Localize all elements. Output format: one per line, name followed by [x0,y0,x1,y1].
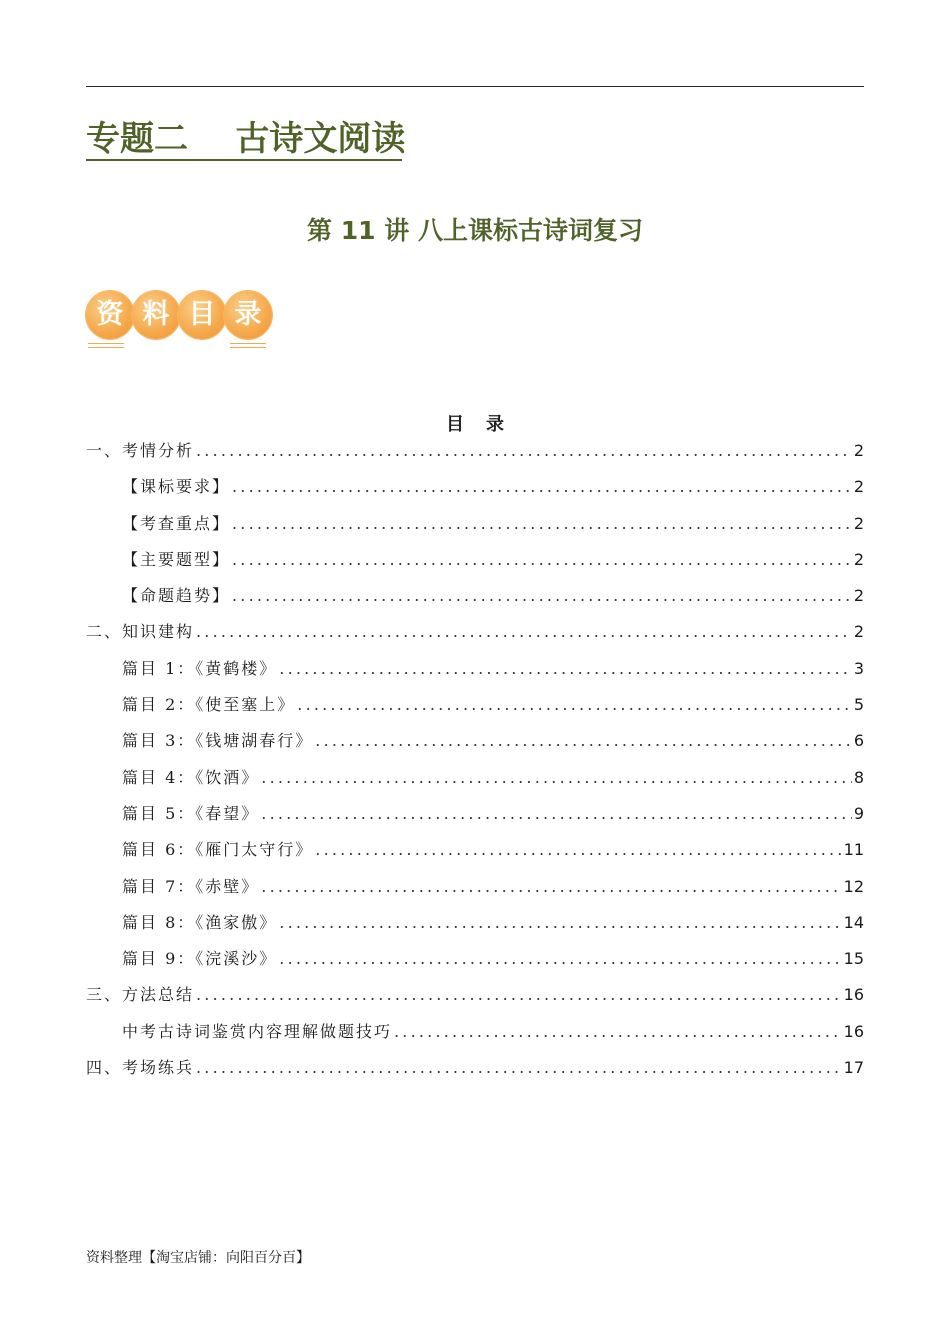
toc-entry[interactable] [86,945,864,981]
toc-entry-title: 中考古诗词鉴赏内容理解做题技巧 [122,1021,393,1041]
top-rule [86,86,864,87]
toc-entry-title: 篇目 9：《浣溪沙》 [122,949,278,969]
toc-entry[interactable] [86,582,864,618]
toc-entry-page: 2 [853,477,864,497]
toc-entry-title: 篇目 5：《春望》 [122,803,260,823]
toc-entry-title: 【课标要求】 [122,477,231,497]
toc-entry-title: 篇目 1：《黄鹤楼》 [122,658,278,678]
badge-char: 录 [224,291,272,339]
toc-entry[interactable] [86,800,864,836]
toc-dot-leader [232,510,852,538]
materials-contents-badge [86,291,276,353]
toc-entry-title: 二、知识建构 [86,622,195,642]
toc-entry[interactable] [86,981,864,1017]
toc-entry[interactable] [86,1018,864,1054]
toc-entry-title: 【命题趋势】 [122,586,231,606]
toc-entry[interactable] [86,909,864,945]
toc-dot-leader [261,800,852,828]
badge-decor-line [88,347,124,348]
toc-entry-page: 12 [843,876,864,896]
toc-entry[interactable] [86,873,864,909]
toc-entry-title: 篇目 6：《雁门太守行》 [122,840,314,860]
toc-entry-title: 篇目 2：《使至塞上》 [122,695,296,715]
toc-dot-leader [261,873,841,901]
toc-entry-title: 一、考情分析 [86,441,195,460]
footer-note: 资料整理【淘宝店铺：向阳百分百】 [86,1250,310,1266]
toc-dot-leader [232,582,852,610]
toc-entry-page: 17 [843,1058,864,1078]
toc-entry-title: 四、考场练兵 [86,1058,195,1078]
toc-dot-leader [261,764,852,792]
toc-dot-leader [394,1018,842,1046]
toc-entry[interactable] [86,727,864,763]
topic-title: 专题二 古诗文阅读 [86,119,406,159]
toc-entry-page: 15 [843,949,864,969]
toc-entry[interactable] [86,437,864,473]
toc-entry-page: 11 [843,840,864,860]
toc-dot-leader [232,473,852,501]
toc-entry-page: 16 [843,985,864,1005]
lesson-title: 第 11 讲 八上课标古诗词复习 [307,216,643,245]
toc-entry-page: 3 [853,658,864,678]
toc-entry-page: 2 [853,622,864,642]
toc-entry-title: 篇目 7：《赤壁》 [122,876,260,896]
badge-char: 料 [132,291,180,339]
toc-entry-page: 2 [853,549,864,569]
topic-title-underline [86,159,402,161]
toc-entry[interactable] [86,618,864,654]
toc-entry-title: 篇目 4：《饮酒》 [122,767,260,787]
toc-dot-leader [315,727,852,755]
toc-entry[interactable] [86,510,864,546]
toc-heading: 目录 [446,414,526,435]
toc-dot-leader [315,836,841,864]
toc-entry[interactable] [86,1054,864,1090]
badge-decor-line [230,343,266,344]
badge-char: 目 [178,291,226,339]
toc-dot-leader [196,618,852,646]
toc-entry[interactable] [86,473,864,509]
badge-decor-line [230,347,266,348]
toc-entry[interactable] [86,691,864,727]
toc-entry-page: 2 [853,586,864,606]
toc-entry-page: 2 [853,441,864,460]
toc-dot-leader [196,981,842,1009]
toc-entry[interactable] [86,836,864,872]
toc-entry[interactable] [86,764,864,800]
toc-entry-page: 16 [843,1021,864,1041]
toc-entry-page: 5 [853,695,864,715]
toc-dot-leader [297,691,852,719]
badge-decor-line [88,343,124,344]
toc-entry-title: 【主要题型】 [122,549,231,569]
toc-dot-leader [196,1054,842,1082]
toc-dot-leader [279,909,841,937]
toc-entry[interactable] [86,655,864,691]
toc-dot-leader [279,945,841,973]
toc-entry-page: 9 [853,803,864,823]
toc-dot-leader [232,546,852,574]
badge-char: 资 [86,291,134,339]
toc-entry[interactable] [86,546,864,582]
toc-entry-title: 篇目 3：《钱塘湖春行》 [122,731,314,751]
table-of-contents [86,437,864,1090]
toc-entry-page: 6 [853,731,864,751]
toc-entry-title: 三、方法总结 [86,985,195,1005]
toc-entry-page: 14 [843,912,864,932]
toc-dot-leader [279,655,852,683]
toc-entry-title: 【考查重点】 [122,513,231,533]
toc-entry-page: 8 [853,767,864,787]
toc-entry-title: 篇目 8：《渔家傲》 [122,912,278,932]
toc-dot-leader [196,437,852,465]
toc-entry-page: 2 [853,513,864,533]
